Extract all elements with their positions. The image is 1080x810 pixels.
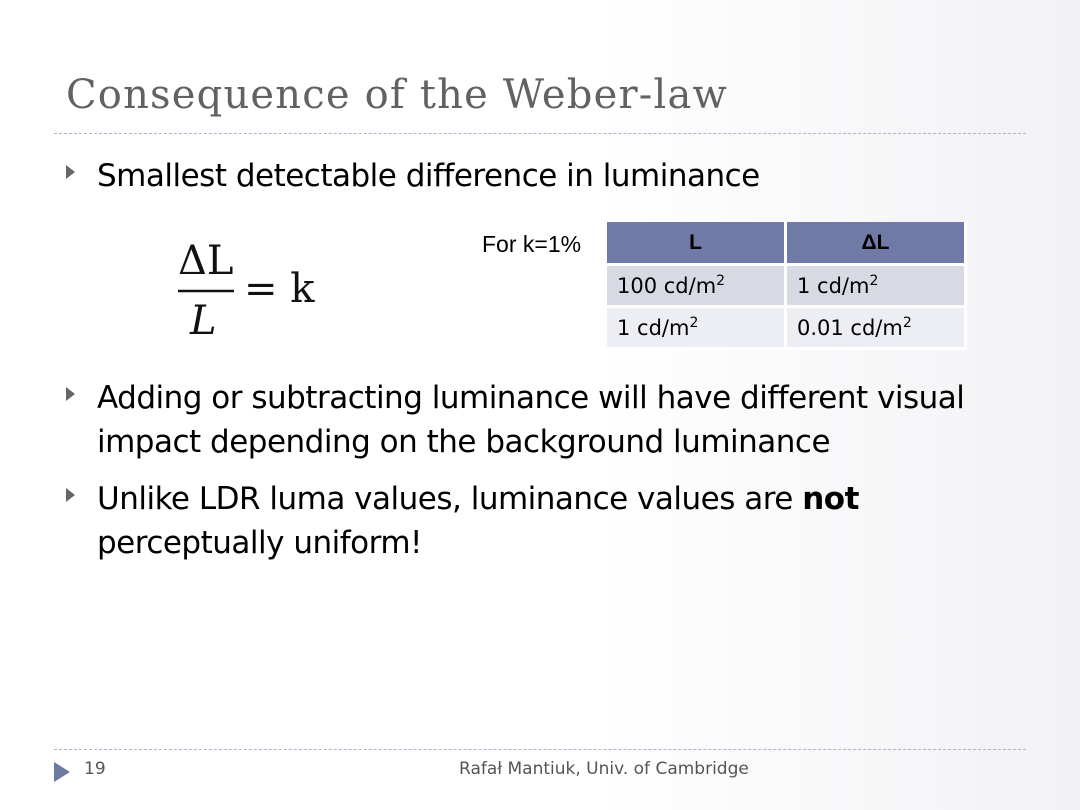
bullet-arrow-icon [66, 387, 75, 401]
table-row [607, 266, 967, 308]
formula-numerator: ΔL [178, 238, 234, 284]
table-header-row [607, 222, 967, 266]
bullet-arrow-icon [66, 165, 75, 179]
footer-divider [54, 749, 1026, 750]
bullet-arrow-icon [66, 488, 75, 502]
slide-title: Consequence of the Weber-law [66, 72, 728, 118]
bullet-item [66, 154, 1026, 198]
emphasis-not: not [802, 481, 859, 517]
bullet-item [66, 376, 1026, 464]
column-header-l: L [607, 222, 787, 266]
page-number: 19 [84, 759, 106, 779]
table-cell: 0.01 $cd/m^2$ [787, 308, 967, 350]
formula-rhs: = k [244, 266, 315, 312]
table-cell: 100 $cd/m^2$ [607, 266, 787, 308]
weber-formula [178, 236, 348, 346]
table-cell: 1 $cd/m^2$ [787, 266, 967, 308]
bullet-text: Unlike LDR luma values, luminance values are not perceptually uniform! [97, 481, 859, 561]
bullet-text: Smallest detectable difference in luminance [97, 158, 760, 194]
table-caption: For k=1% [482, 231, 582, 257]
formula-denominator: L [190, 298, 217, 344]
footer-attribution: Rafał Mantiuk, Univ. of Cambridge [459, 759, 749, 779]
slide-nav-arrow-icon [54, 762, 70, 782]
table-cell: 1 $cd/m^2$ [607, 308, 787, 350]
title-divider [54, 133, 1026, 134]
bullet-text: Adding or subtracting luminance will have different visual impact depending on the background luminance [97, 380, 965, 460]
table-row [607, 308, 967, 350]
bullet-item [66, 477, 1026, 565]
column-header-delta-l: ΔL [787, 222, 967, 266]
luminance-table [607, 222, 967, 350]
